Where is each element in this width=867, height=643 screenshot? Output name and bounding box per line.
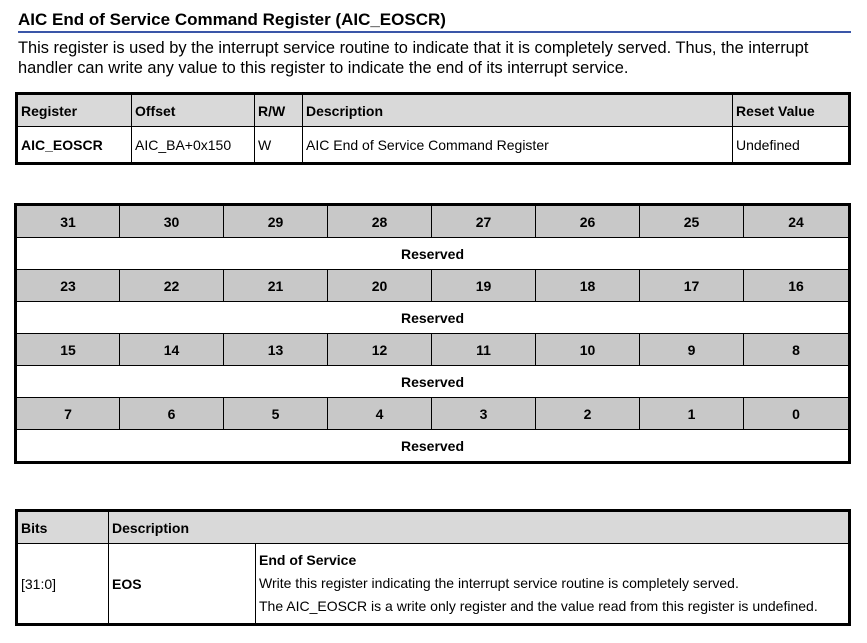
header-description: Description xyxy=(303,94,733,127)
bit-field-row xyxy=(16,430,850,463)
bit-number: 8 xyxy=(744,334,850,366)
bit-number: 4 xyxy=(328,398,432,430)
field-description-line: Write this register indicating the interrupt service routine is completely served. xyxy=(259,575,739,591)
bit-field-row xyxy=(16,366,850,398)
cell-field-name: EOS xyxy=(109,544,256,625)
bit-number: 15 xyxy=(16,334,120,366)
field-description-title: End of Service xyxy=(259,552,357,568)
bit-number-row xyxy=(16,205,850,238)
cell-rw: W xyxy=(255,127,303,164)
header-reset-value: Reset Value xyxy=(733,94,850,127)
bit-number: 28 xyxy=(328,205,432,238)
bit-field-reserved: Reserved xyxy=(16,430,850,463)
bit-number: 7 xyxy=(16,398,120,430)
bit-number: 27 xyxy=(432,205,536,238)
bit-number-row xyxy=(16,334,850,366)
table-row xyxy=(17,127,850,164)
bit-number: 20 xyxy=(328,270,432,302)
bit-number: 29 xyxy=(224,205,328,238)
header-bit-description: Description xyxy=(109,511,850,544)
bit-map-table xyxy=(14,203,851,464)
bit-number: 0 xyxy=(744,398,850,430)
bit-number: 12 xyxy=(328,334,432,366)
bit-number: 11 xyxy=(432,334,536,366)
bit-number: 2 xyxy=(536,398,640,430)
bit-number: 23 xyxy=(16,270,120,302)
bit-number: 22 xyxy=(120,270,224,302)
cell-field-description xyxy=(256,544,850,625)
bit-number: 19 xyxy=(432,270,536,302)
bit-field-reserved: Reserved xyxy=(16,302,850,334)
cell-offset: AIC_BA+0x150 xyxy=(132,127,255,164)
bit-number: 3 xyxy=(432,398,536,430)
bit-number: 25 xyxy=(640,205,744,238)
header-register: Register xyxy=(17,94,132,127)
bit-number: 5 xyxy=(224,398,328,430)
bit-number: 16 xyxy=(744,270,850,302)
bit-number: 1 xyxy=(640,398,744,430)
bit-field-row xyxy=(16,302,850,334)
bit-number: 14 xyxy=(120,334,224,366)
cell-bits: [31:0] xyxy=(17,544,109,625)
bit-number: 30 xyxy=(120,205,224,238)
header-rw: R/W xyxy=(255,94,303,127)
bit-field-reserved: Reserved xyxy=(16,238,850,270)
bit-number: 13 xyxy=(224,334,328,366)
bit-field-reserved: Reserved xyxy=(16,366,850,398)
cell-reset-value: Undefined xyxy=(733,127,850,164)
header-offset: Offset xyxy=(132,94,255,127)
register-table-header xyxy=(17,94,850,127)
bit-number: 9 xyxy=(640,334,744,366)
bit-number: 26 xyxy=(536,205,640,238)
bit-description-header xyxy=(17,511,850,544)
bit-number: 18 xyxy=(536,270,640,302)
bit-number: 31 xyxy=(16,205,120,238)
header-bits: Bits xyxy=(17,511,109,544)
bit-number: 10 xyxy=(536,334,640,366)
page-title: AIC End of Service Command Register (AIC_EOSCR) xyxy=(18,9,851,33)
bit-number: 21 xyxy=(224,270,328,302)
register-table xyxy=(15,92,851,165)
cell-register: AIC_EOSCR xyxy=(17,127,132,164)
bit-number: 6 xyxy=(120,398,224,430)
bit-number: 17 xyxy=(640,270,744,302)
bit-number: 24 xyxy=(744,205,850,238)
intro-paragraph: This register is used by the interrupt service routine to indicate that it is completely served. Thus, the interrupt handler can write any value to this register to indicate the end of its interrupt service. xyxy=(18,39,809,77)
bit-number-row xyxy=(16,270,850,302)
bit-field-row xyxy=(16,238,850,270)
bit-number-row xyxy=(16,398,850,430)
field-description-line: The AIC_EOSCR is a write only register and the value read from this register is undefined. xyxy=(259,598,818,614)
table-row xyxy=(17,544,850,625)
bit-description-table xyxy=(15,509,851,626)
cell-description: AIC End of Service Command Register xyxy=(303,127,733,164)
